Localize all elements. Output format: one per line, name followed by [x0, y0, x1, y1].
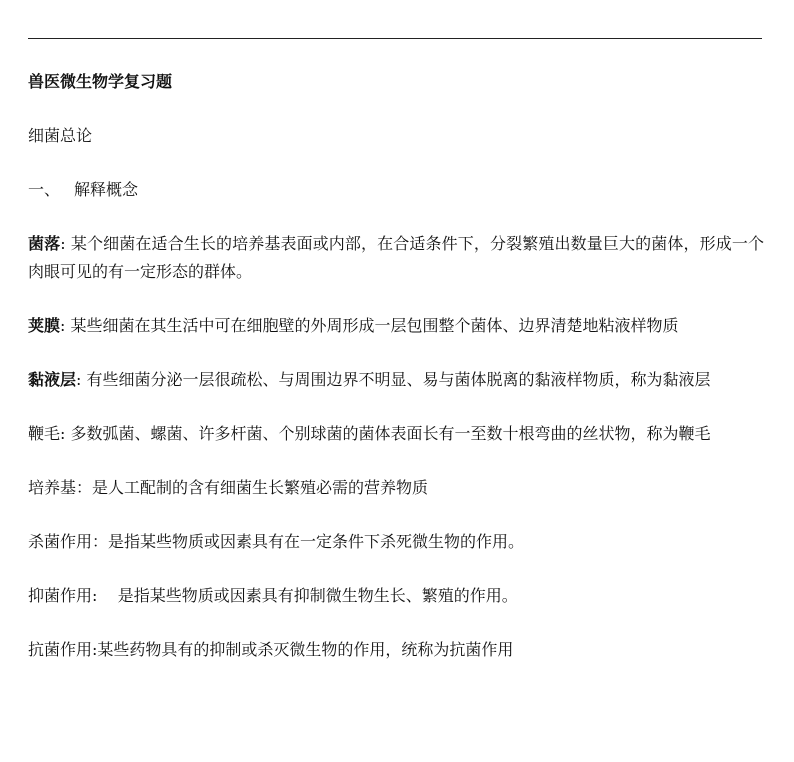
definition-text: 是人工配制的含有细菌生长繁殖必需的营养物质	[92, 478, 429, 497]
definition-text: 有些细菌分泌一层很疏松、与周围边界不明显、易与菌体脱离的黏液样物质，称为黏液层	[86, 370, 711, 389]
definition-text: 多数弧菌、螺菌、许多杆菌、个别球菌的菌体表面长有一至数十根弯曲的丝状物，称为鞭毛	[70, 424, 711, 443]
definition-text: 某些药物具有的抑制或杀灭微生物的作用，统称为抗菌作用	[97, 640, 514, 659]
definition-entry	[28, 420, 764, 448]
definition-entry	[28, 582, 764, 610]
term-separator: :	[92, 640, 98, 659]
definition-entry	[28, 230, 764, 286]
term: 抑菌作用	[28, 586, 93, 605]
term-separator: :	[60, 316, 71, 335]
term-separator: :	[76, 370, 87, 389]
subsection-heading	[28, 176, 764, 204]
term-separator: :	[92, 586, 118, 605]
term: 黏液层	[28, 370, 77, 389]
definition-text: 是指某些物质或因素具有在一定条件下杀死微生物的作用。	[108, 532, 525, 551]
term: 杀菌作用	[28, 532, 93, 551]
term: 菌落	[28, 234, 61, 253]
definition-text: 某个细菌在适合生长的培养基表面或内部，在合适条件下，分裂繁殖出数量巨大的菌体，形成一个肉眼可见的有一定形态的群体。	[28, 234, 764, 281]
definition-entry	[28, 312, 764, 340]
definition-entry	[28, 636, 764, 664]
definition-text: 是指某些物质或因素具有抑制微生物生长、繁殖的作用。	[117, 586, 518, 605]
subsection-number: 一、	[28, 180, 61, 199]
term: 抗菌作用	[28, 640, 93, 659]
definition-entry	[28, 474, 764, 502]
definition-entry	[28, 528, 764, 556]
document-body	[28, 68, 764, 690]
header-rule	[28, 38, 762, 39]
subsection-label: 解释概念	[74, 180, 139, 199]
document-title: 兽医微生物学复习题	[28, 72, 173, 91]
term-separator: ：	[76, 478, 93, 497]
section-heading: 细菌总论	[28, 126, 93, 145]
term: 培养基	[28, 478, 77, 497]
definition-text: 某些细菌在其生活中可在细胞壁的外周形成一层包围整个菌体、边界清楚地粘液样物质	[70, 316, 679, 335]
term-separator: ：	[92, 532, 109, 551]
term: 荚膜	[28, 316, 61, 335]
term-separator: :	[60, 424, 71, 443]
term-separator: :	[60, 234, 71, 253]
term: 鞭毛	[28, 424, 61, 443]
definition-entry	[28, 366, 764, 394]
